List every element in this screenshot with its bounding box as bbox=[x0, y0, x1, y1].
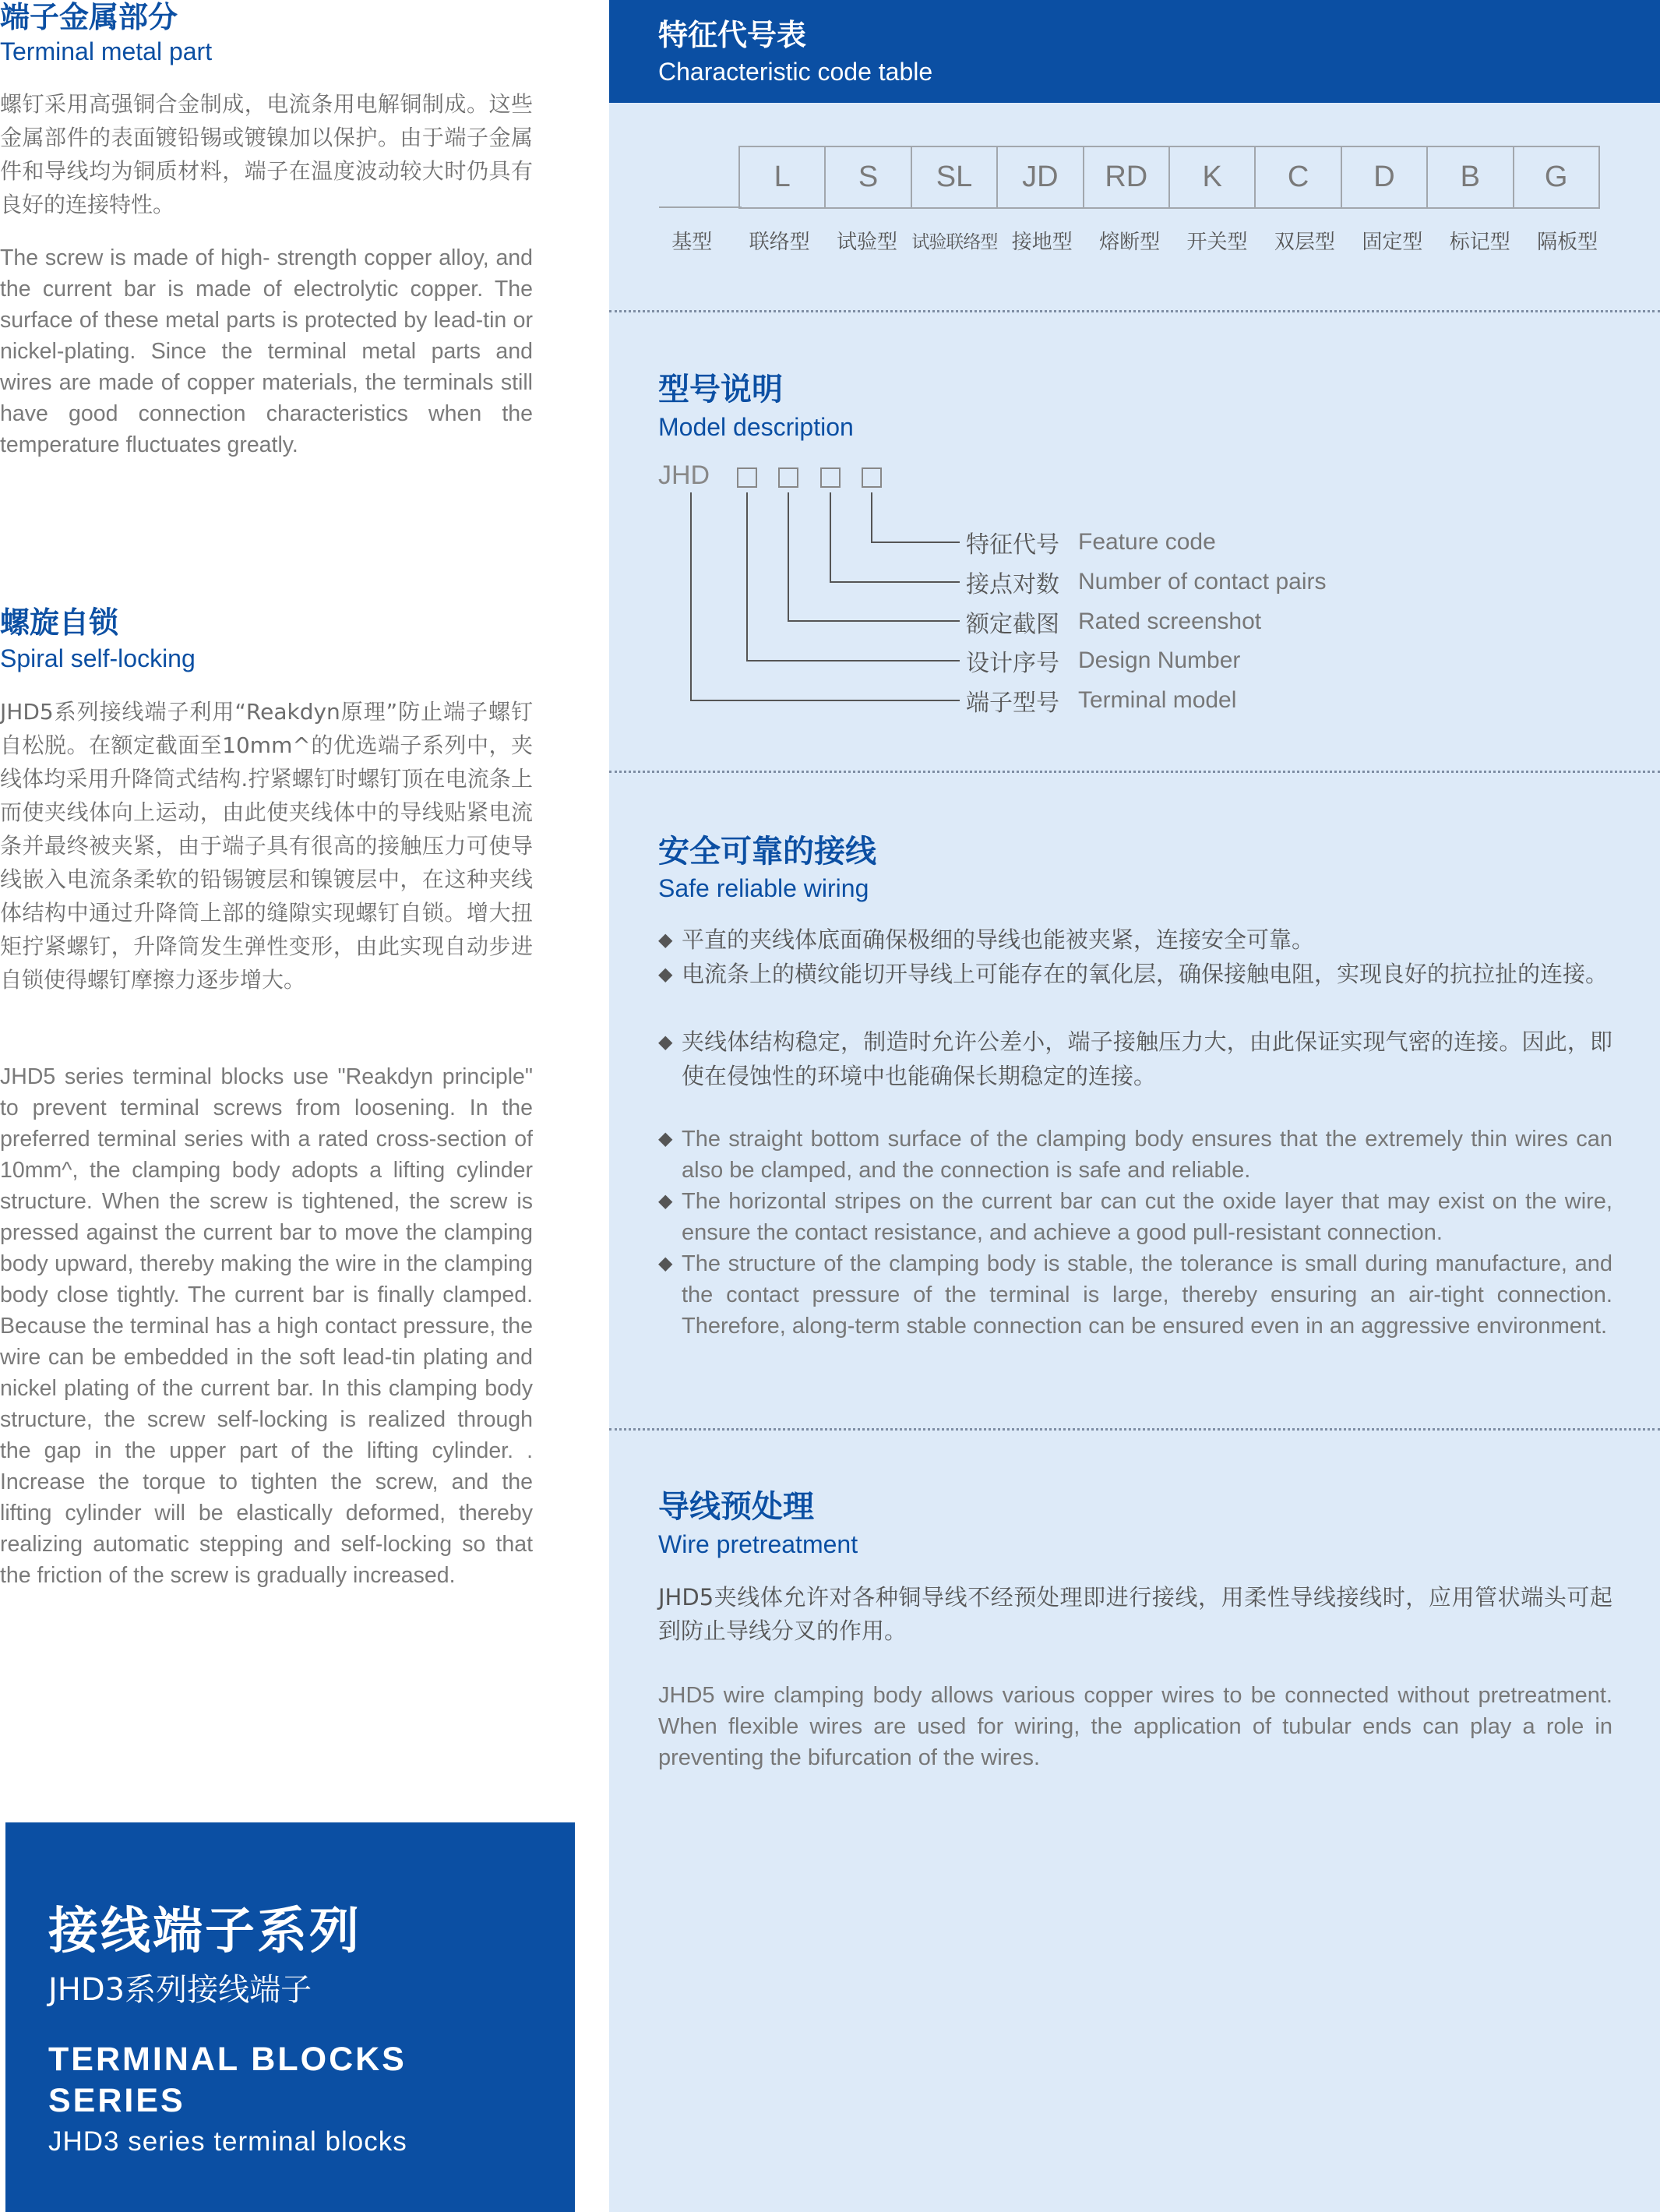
tree-line bbox=[788, 620, 960, 622]
tree-line bbox=[871, 492, 872, 543]
model-row-cn: 额定截图 bbox=[966, 611, 1059, 638]
safe-bullet-text: The straight bottom surface of the clamping body ensures that the extremely thin wires can also be clamped, and the connection is safe and reliable. bbox=[682, 1127, 1612, 1183]
spiral-body-en: JHD5 series terminal blocks use "Reakdyn principle" to prevent terminal screws from loosening. In the preferred terminal series with a rated cross-section of 10mm^, the clamping body adopts a lifting cylinder structure. When the screw is tightened, the screw is pressed against the current bar to move the clamping body upward, thereby making the wire in the clamping body close tightly. The current bar is finally clamped. Because the terminal has a high contact pressure, the wire can be embedded in the soft lead-tin plating and nickel plating of the current bar. In this clamping body structure, the screw self-locking is realized through the gap in the upper part of the lifting cylinder. . Increase the torque to tighten the screw, and the lifting cylinder will be elastically deformed, thereby realizing automatic stepping and self-locking so that the friction of the screw is gradually increased. bbox=[0, 1064, 533, 1588]
code-cell: C bbox=[1254, 146, 1341, 209]
series-banner bbox=[5, 1822, 575, 2212]
bullet-diamond-icon: ◆ bbox=[658, 1191, 673, 1212]
code-table bbox=[740, 146, 1600, 209]
wire-pre-title-en: Wire pretreatment bbox=[658, 1530, 858, 1558]
tree-line bbox=[690, 492, 692, 701]
bullet-diamond-icon: ◆ bbox=[658, 1031, 673, 1053]
wire-pre-body-cn: JHD5夹线体允许对各种铜导线不经预处理即进行接线，用柔性导线接线时，应用管状端头可起到防止导线分叉的作用。 bbox=[658, 1584, 1612, 1644]
series-subtitle-en: JHD3 series terminal blocks bbox=[48, 2126, 407, 2157]
safe-bullet-en bbox=[658, 1248, 1612, 1342]
safe-wiring-title-en: Safe reliable wiring bbox=[658, 874, 869, 902]
model-row bbox=[966, 645, 1240, 676]
safe-bullet-text: 夹线体结构稳定，制造时允许公差小，端子接触压力大，由此保证实现气密的连接。因此，即使在侵蚀性的环境中也能确保长期稳定的连接。 bbox=[682, 1028, 1612, 1089]
safe-bullet-en bbox=[658, 1124, 1612, 1186]
model-slot-box bbox=[862, 467, 882, 488]
terminal-metal-body-cn: 螺钉采用高强铜合金制成，电流条用电解铜制成。这些金属部件的表面镀铅锡或镀镍加以保护。由于端子金属件和导线均为铜质材料，端子在温度波动较大时仍具有良好的连接特性。 bbox=[0, 91, 533, 217]
terminal-metal-body-en: The screw is made of high- strength copper alloy, and the current bar is made of electrolytic copper. The surface of these metal parts is protected by lead-tin or nickel-plating. Since the terminal metal parts and wires are made of copper materials, the terminals still have good connection characteristics when the temperature fluctuates greatly. bbox=[0, 245, 533, 457]
tree-line bbox=[690, 700, 960, 701]
tree-line bbox=[830, 492, 831, 583]
bullet-diamond-icon: ◆ bbox=[658, 963, 673, 985]
code-cell: S bbox=[824, 146, 911, 209]
terminal-metal-title-cn: 端子金属部分 bbox=[0, 0, 178, 34]
tree-line bbox=[830, 581, 960, 583]
model-row-cn: 特征代号 bbox=[966, 531, 1059, 559]
safe-bullet-text: The horizontal stripes on the current bar can cut the oxide layer that may exist on the wire, ensure the contact resistance, and achieve a good pull-resistant connection. bbox=[682, 1189, 1612, 1245]
code-table-base-line bbox=[659, 206, 742, 208]
safe-bullet-text: The structure of the clamping body is stable, the tolerance is small during manufacture, and the contact pressure of the terminal is large, thereby ensuring an air-tight connection. Therefore, along-term stable connection can be ensured even in an aggressive environment. bbox=[682, 1251, 1612, 1339]
model-row-cn: 设计序号 bbox=[966, 650, 1059, 677]
tree-line bbox=[746, 660, 960, 661]
code-cell: JD bbox=[996, 146, 1084, 209]
model-slot-box bbox=[820, 467, 841, 488]
safe-bullet-cn bbox=[658, 957, 1612, 991]
safe-bullet-cn bbox=[658, 923, 1612, 957]
code-label: 开关型 bbox=[1186, 231, 1248, 254]
safe-bullet-text: 平直的夹线体底面确保极细的导线也能被夹紧，连接安全可靠。 bbox=[682, 926, 1315, 953]
terminal-metal-title-en: Terminal metal part bbox=[0, 37, 213, 65]
wire-pre-title-cn: 导线预处理 bbox=[658, 1489, 814, 1525]
code-label: 接地型 bbox=[1011, 231, 1073, 254]
code-cell: G bbox=[1513, 146, 1600, 209]
model-row-cn: 端子型号 bbox=[966, 690, 1059, 717]
code-table-title-cn: 特征代号表 bbox=[658, 18, 807, 52]
model-desc-title-cn: 型号说明 bbox=[658, 372, 783, 407]
code-label: 熔断型 bbox=[1099, 231, 1161, 254]
section-divider bbox=[609, 771, 1660, 773]
safe-bullet-en bbox=[658, 1186, 1612, 1248]
safe-bullet-cn bbox=[658, 1025, 1612, 1093]
model-row-en: Design Number bbox=[1078, 647, 1241, 673]
bullet-diamond-icon: ◆ bbox=[658, 929, 673, 951]
code-cell: RD bbox=[1083, 146, 1170, 209]
code-cell: D bbox=[1341, 146, 1428, 209]
code-cell: L bbox=[738, 146, 826, 209]
code-cell: SL bbox=[911, 146, 998, 209]
model-row-en: Rated screenshot bbox=[1078, 609, 1262, 634]
code-label: 双层型 bbox=[1274, 231, 1335, 254]
model-row-cn: 接点对数 bbox=[966, 571, 1059, 598]
tree-line bbox=[871, 542, 960, 543]
code-cell: B bbox=[1426, 146, 1514, 209]
code-label: 联络型 bbox=[749, 231, 810, 254]
model-row-en: Number of contact pairs bbox=[1078, 569, 1327, 594]
model-row bbox=[966, 685, 1236, 716]
model-prefix: JHD bbox=[658, 460, 710, 490]
series-subtitle-cn: JHD3系列接线端子 bbox=[48, 1972, 312, 2008]
model-row bbox=[966, 527, 1216, 558]
tree-line bbox=[746, 492, 748, 661]
code-table-labels bbox=[648, 227, 1611, 258]
code-label: 试验联络型 bbox=[911, 232, 998, 252]
code-cell: K bbox=[1168, 146, 1256, 209]
bullet-diamond-icon: ◆ bbox=[658, 1128, 673, 1149]
series-title-cn: 接线端子系列 bbox=[48, 1903, 361, 1960]
code-label: 隔板型 bbox=[1537, 231, 1598, 254]
code-table-title-en: Characteristic code table bbox=[658, 58, 933, 86]
right-panel bbox=[609, 0, 1660, 2212]
series-title-en: TERMINAL BLOCKS SERIES bbox=[48, 2041, 407, 2119]
tree-line bbox=[788, 492, 789, 622]
code-label: 标记型 bbox=[1449, 231, 1510, 254]
model-desc-title-en: Model description bbox=[658, 413, 854, 441]
section-divider bbox=[609, 1428, 1660, 1431]
model-row-en: Terminal model bbox=[1078, 687, 1237, 713]
bullet-diamond-icon: ◆ bbox=[658, 1253, 673, 1274]
model-row-en: Feature code bbox=[1078, 529, 1216, 555]
spiral-title-en: Spiral self-locking bbox=[0, 644, 196, 672]
section-divider bbox=[609, 310, 1660, 312]
safe-wiring-title-cn: 安全可靠的接线 bbox=[658, 834, 876, 870]
model-slot-box bbox=[737, 467, 757, 488]
spiral-title-cn: 螺旋自锁 bbox=[0, 605, 119, 640]
code-label: 固定型 bbox=[1362, 231, 1423, 254]
code-label: 试验型 bbox=[836, 231, 897, 254]
model-row bbox=[966, 566, 1326, 598]
model-slot-box bbox=[778, 467, 798, 488]
wire-pre-body-en: JHD5 wire clamping body allows various copper wires to be connected without pretreatment. When flexible wires are used for wiring, the application of tubular ends can play a role in preventing the bifurcation of the wires. bbox=[658, 1683, 1612, 1770]
spiral-body-cn: JHD5系列接线端子利用“Reakdyn原理”防止端子螺钉自松脱。在额定截面至10mm^的优选端子系列中，夹线体均采用升降筒式结构.拧紧螺钉时螺钉顶在电流条上而使夹线体向上运动，由此使夹线体中的导线贴紧电流条并最终被夹紧，由于端子具有很高的接触压力可使导线嵌入电流条柔软的铅锡镀层和镍镀层中，在这种夹线体结构中通过升降筒上部的缝隙实现螺钉自锁。增大扭矩拧紧螺钉，升降筒发生弹性变形，由此实现自动步进自锁使得螺钉摩擦力逐步增大。 bbox=[0, 699, 533, 993]
safe-bullet-text: 电流条上的横纹能切开导线上可能存在的氧化层，确保接触电阻，实现良好的抗拉扯的连接。 bbox=[682, 961, 1609, 987]
code-label: 基型 bbox=[671, 231, 713, 254]
model-row bbox=[966, 606, 1261, 637]
code-table-header bbox=[609, 0, 1660, 103]
